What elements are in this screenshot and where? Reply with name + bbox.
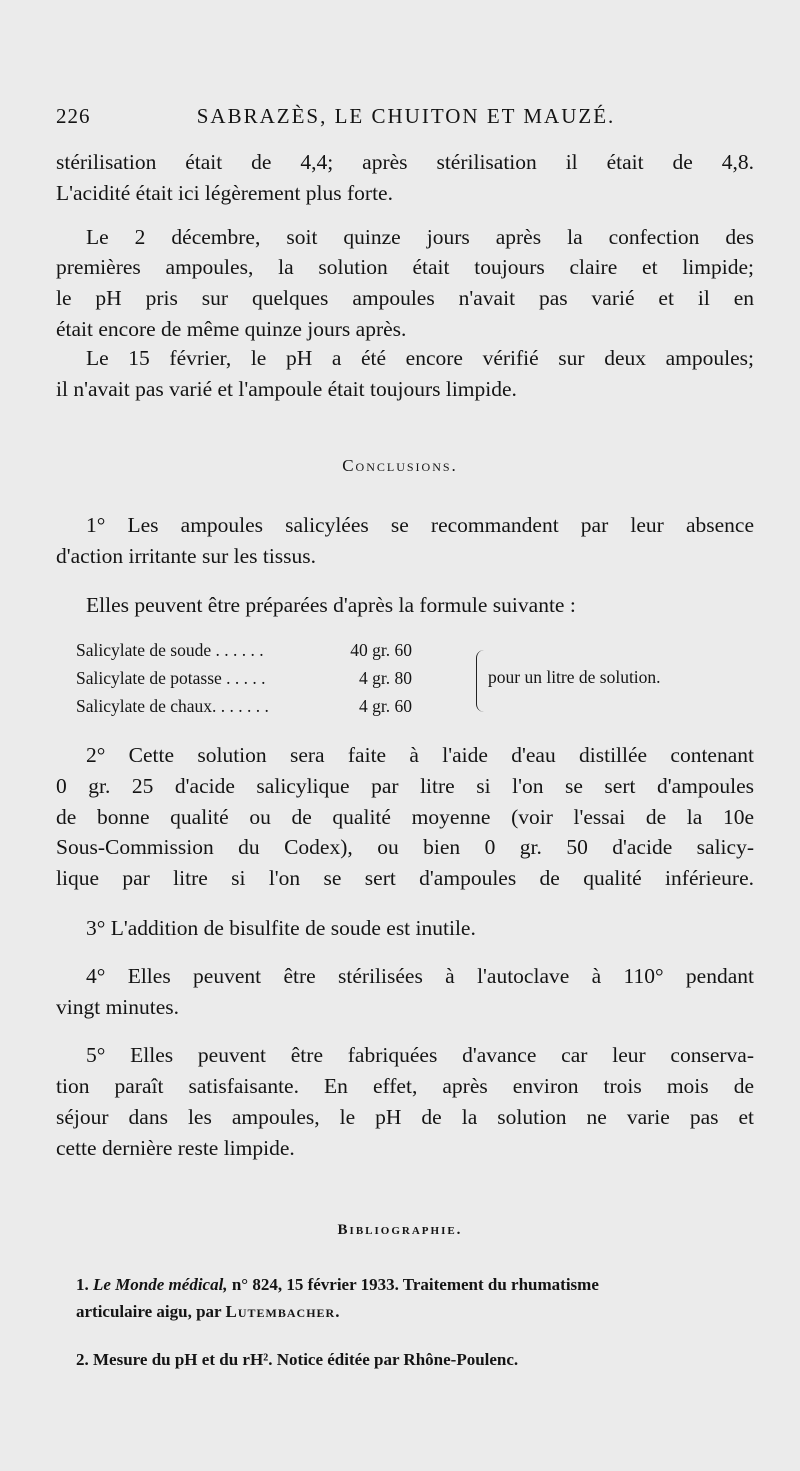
bibliography-heading: Bibliographie. xyxy=(337,1222,463,1238)
conclusion-2-line: 2° Cette solution sera faite à l'aide d'eau distillée contenant xyxy=(86,743,754,767)
conclusion-3: 3° L'addition de bisulfite de soude est inutile. xyxy=(86,916,476,940)
journal-title: Le Monde médical, xyxy=(93,1275,228,1294)
formula-ingredient: Salicylate de soude . . . . . . xyxy=(76,640,264,660)
conclusion-4-line: vingt minutes. xyxy=(56,995,180,1019)
formula-ingredient: Salicylate de potasse . . . . . xyxy=(76,668,266,688)
text-line: était encore de même quinze jours après. xyxy=(56,317,407,341)
ref-details: n° 824, 15 février 1933. Traitement du rhumatisme xyxy=(231,1275,599,1294)
conclusion-5-line: 5° Elles peuvent être fabriquées d'avance car leur conserva- xyxy=(86,1043,754,1067)
formula-intro: Elles peuvent être préparées d'après la formule suivante : xyxy=(86,593,576,617)
formula-note: pour un litre de solution. xyxy=(488,667,661,687)
page-number: 226 xyxy=(56,104,91,128)
formula-quantity: 4 gr. 60 xyxy=(359,696,412,716)
conclusion-5-line: cette dernière reste limpide. xyxy=(56,1136,295,1160)
ref-details: articulaire aigu, par xyxy=(76,1302,222,1321)
text-line: L'acidité était ici légèrement plus forte. xyxy=(56,181,393,205)
conclusion-1-line: 1° Les ampoules salicylées se recommandent par leur absence xyxy=(86,513,754,537)
conclusion-5-line: tion paraît satisfaisante. En effet, après environ trois mois de xyxy=(56,1074,754,1098)
formula-ingredient: Salicylate de chaux. . . . . . . xyxy=(76,696,269,716)
conclusion-1-line: d'action irritante sur les tissus. xyxy=(56,544,317,568)
page-header xyxy=(56,104,756,134)
formula-quantity: 40 gr. 60 xyxy=(350,640,412,660)
text-line: stérilisation était de 4,4; après stérilisation il était de 4,8. xyxy=(56,150,754,174)
text-line: le pH pris sur quelques ampoules n'avait pas varié et il en xyxy=(56,286,754,310)
conclusions-heading: Conclusions. xyxy=(342,456,458,475)
running-head: SABRAZÈS, LE CHUITON ET MAUZÉ. xyxy=(196,104,616,128)
conclusion-4-line: 4° Elles peuvent être stérilisées à l'autoclave à 110° pendant xyxy=(86,964,754,988)
conclusion-2-line: Sous-Commission du Codex), ou bien 0 gr. 50 d'acide salicy- xyxy=(56,835,754,859)
text-line: Le 2 décembre, soit quinze jours après la confection des xyxy=(86,225,754,249)
bibliography-entry-2: 2. Mesure du pH et du rH². Notice éditée par Rhône-Poulenc. xyxy=(76,1350,519,1369)
conclusion-2-line: 0 gr. 25 d'acide salicylique par litre si l'on se sert d'ampoules xyxy=(56,774,754,798)
text-line: il n'avait pas varié et l'ampoule était toujours limpide. xyxy=(56,377,517,401)
conclusion-2-line: de bonne qualité ou de qualité moyenne (voir l'essai de la 10e xyxy=(56,805,754,829)
bibliography-entry-1-cont xyxy=(76,1299,766,1325)
conclusion-5-line: séjour dans les ampoules, le pH de la solution ne varie pas et xyxy=(56,1105,754,1129)
text-line: Le 15 février, le pH a été encore vérifié sur deux ampoules; xyxy=(86,346,754,370)
ref-author: Lutembacher. xyxy=(225,1302,341,1321)
brace-symbol xyxy=(476,650,487,712)
bibliography-entry-1 xyxy=(76,1272,766,1298)
text-line: premières ampoules, la solution était toujours claire et limpide; xyxy=(56,255,754,279)
conclusion-2-line: lique par litre si l'on se sert d'ampoules de qualité inférieure. xyxy=(56,866,754,890)
ref-number: 1. xyxy=(76,1275,89,1294)
formula-quantity: 4 gr. 80 xyxy=(359,668,412,688)
